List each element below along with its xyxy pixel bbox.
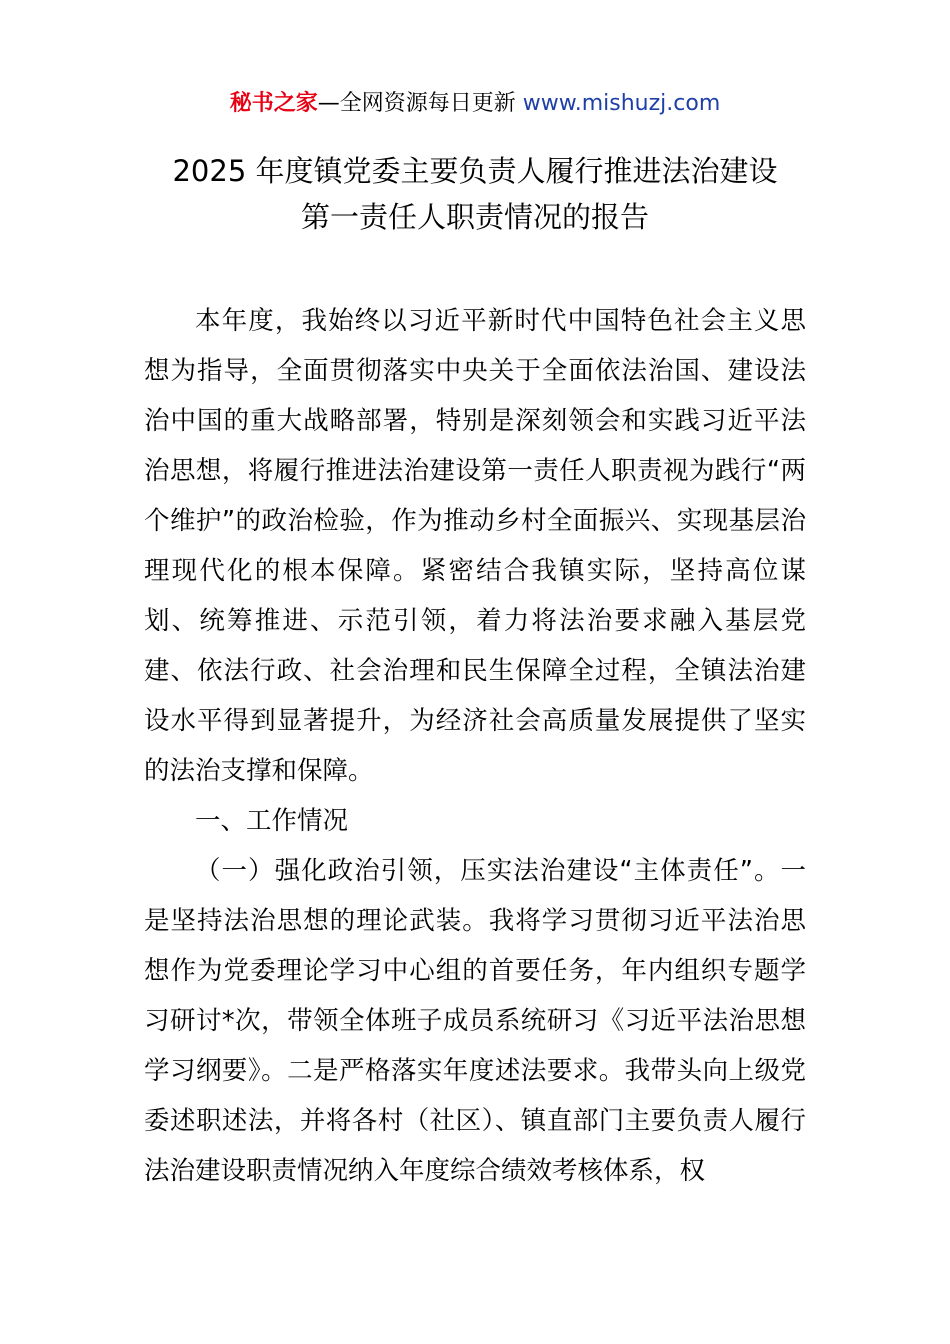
- title-line-2: 第一责任人职责情况的报告: [300, 200, 649, 234]
- document-title: [0, 148, 950, 240]
- paragraph-section-1: （一）强化政治引领，压实法治建设“主体责任”。一是坚持法治思想的理论武装。我将学习贯彻习近平法治思想作为党委理论学习中心组的首要任务，年内组织专题学习研讨*次，带领全体班子成员系统研习《习近平法治思想学习纲要》。二是严格落实年度述法要求。我带头向上级党委述职述法，并将各村（社区）、镇直部门主要负责人履行法治建设职责情况纳入年度综合绩效考核体系，权: [144, 856, 806, 1186]
- brand-name: 秘书之家: [229, 91, 318, 116]
- header-tagline: —全网资源每日更新: [317, 91, 523, 116]
- document-body: [144, 296, 806, 1196]
- section-heading: 一、工作情况: [195, 806, 349, 836]
- title-line-1: 2025 年度镇党委主要负责人履行推进法治建设: [172, 154, 778, 188]
- site-header: [0, 88, 950, 120]
- paragraph-intro: 本年度，我始终以习近平新时代中国特色社会主义思想为指导，全面贯彻落实中央关于全面依法治国、建设法治中国的重大战略部署，特别是深刻领会和实践习近平法治思想，将履行推进法治建设第一责任人职责视为践行“两个维护”的政治检验，作为推动乡村全面振兴、实现基层治理现代化的根本保障。紧密结合我镇实际，坚持高位谋划、统筹推进、示范引领，着力将法治要求融入基层党建、依法行政、社会治理和民生保障全过程，全镇法治建设水平得到显著提升，为经济社会高质量发展提供了坚实的法治支撑和保障。: [144, 306, 806, 786]
- site-url-link[interactable]: www.mishuzj.com: [522, 91, 721, 116]
